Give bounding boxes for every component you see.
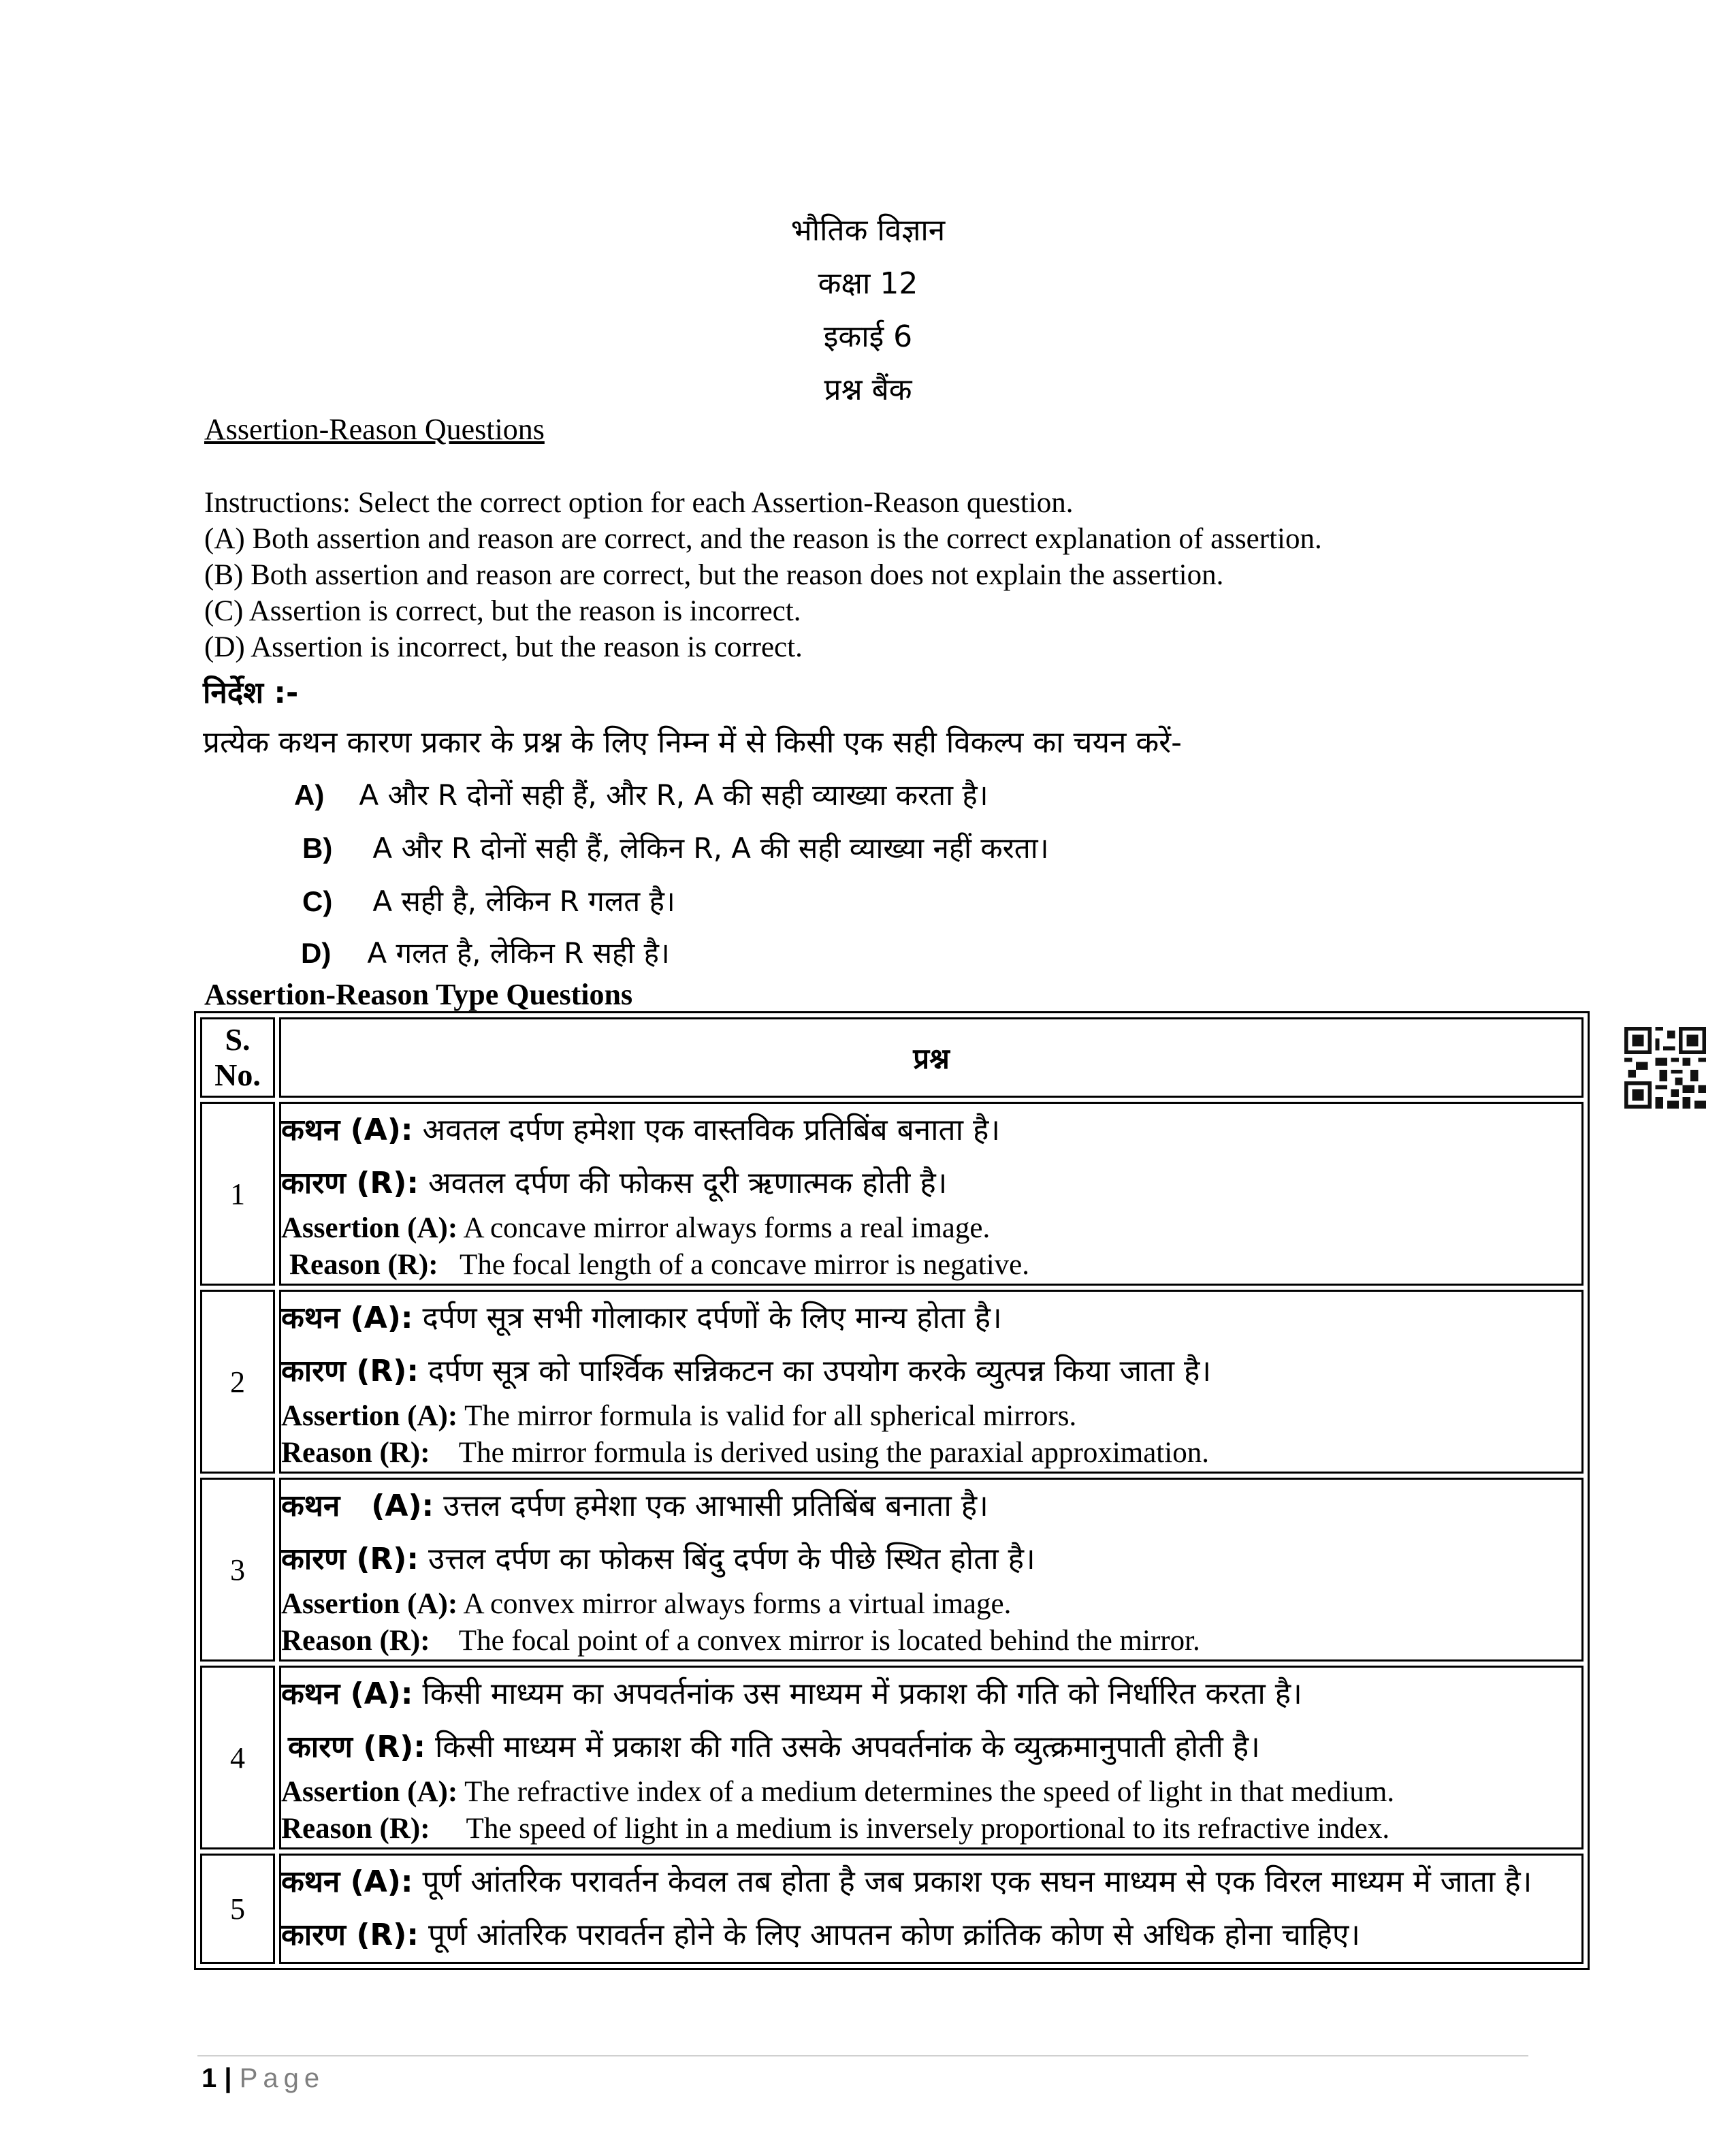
english-reason — [281, 1811, 1581, 1847]
english-reason — [281, 1623, 1581, 1659]
english-assertion-label: Assertion (A): — [281, 1212, 458, 1244]
english-reason-text: The mirror formula is derived using the paraxial approximation. — [458, 1437, 1209, 1469]
hindi-instructions-intro: प्रत्येक कथन कारण प्रकार के प्रश्न के लिए निम्न में से किसी एक सही विकल्प का चयन करें- — [203, 725, 1183, 760]
hindi-assertion-label: कथन (A): — [281, 1301, 413, 1335]
sno-header-line-1: S. — [225, 1022, 251, 1057]
english-assertion — [281, 1398, 1581, 1435]
english-assertion-text: The refractive index of a medium determines the speed of light in that medium. — [464, 1776, 1395, 1808]
hindi-option-c-text: A सही है, लेकिन R गलत है। — [372, 885, 675, 918]
table-row — [200, 1666, 1584, 1849]
hindi-reason-text: उत्तल दर्पण का फोकस बिंदु दर्पण के पीछे स्थित होता है। — [428, 1542, 1035, 1576]
row-number: 2 — [200, 1290, 275, 1474]
hindi-reason-text: पूर्ण आंतरिक परावर्तन होने के लिए आपतन कोण क्रांतिक कोण से अधिक होना चाहिए। — [428, 1918, 1360, 1952]
hindi-assertion-text: उत्तल दर्पण हमेशा एक आभासी प्रतिबिंब बनाता है। — [443, 1489, 988, 1523]
english-reason-text: The focal length of a concave mirror is negative. — [460, 1249, 1029, 1281]
english-reason-text: The speed of light in a medium is inversely proportional to its refractive index. — [466, 1813, 1390, 1845]
english-reason-label: Reason (R): — [281, 1813, 430, 1845]
question-cell — [279, 1666, 1584, 1849]
question-cell — [279, 1102, 1584, 1286]
hindi-assertion — [281, 1104, 1581, 1157]
hindi-option-a — [294, 775, 988, 814]
english-assertion-label: Assertion (A): — [281, 1588, 458, 1620]
hindi-assertion — [281, 1480, 1581, 1533]
hindi-option-b-text: A और R दोनों सही हैं, लेकिन R, A की सही व्याख्या नहीं करता। — [372, 831, 1049, 865]
hindi-option-b — [302, 828, 1049, 867]
unit-title: इकाई 6 — [823, 319, 913, 354]
hindi-option-d-label: D) — [301, 937, 332, 969]
question-column-header: प्रश्न — [279, 1017, 1584, 1098]
hindi-reason — [281, 1345, 1581, 1398]
hindi-assertion-label: कथन (A): — [281, 1677, 413, 1711]
hindi-reason-label: कारण (R): — [281, 1918, 419, 1952]
hindi-reason-label: कारण (R): — [288, 1730, 426, 1764]
row-number: 3 — [200, 1478, 275, 1662]
hindi-option-d-text: A गलत है, लेकिन R सही है। — [367, 936, 670, 970]
hindi-assertion-label: कथन (A): — [281, 1113, 413, 1147]
english-assertion-label: Assertion (A): — [281, 1776, 458, 1808]
hindi-option-c — [302, 881, 675, 920]
hindi-reason-label: कारण (R): — [281, 1542, 419, 1576]
question-cell — [279, 1478, 1584, 1662]
title-block — [0, 204, 1736, 417]
page-number: 1 — [202, 2063, 217, 2093]
section-heading: Assertion-Reason Questions — [204, 413, 545, 446]
hindi-assertion — [281, 1856, 1581, 1909]
questions-table — [194, 1011, 1590, 1970]
footer-separator: | — [224, 2063, 232, 2093]
row-number: 1 — [200, 1102, 275, 1286]
hindi-reason-text: अवतल दर्पण की फोकस दूरी ऋणात्मक होती है। — [428, 1166, 948, 1201]
hindi-reason-label: कारण (R): — [281, 1354, 419, 1388]
instructions-intro: Instructions: Select the correct option for each Assertion-Reason question. — [204, 487, 1074, 519]
english-assertion — [281, 1586, 1581, 1623]
question-cell — [279, 1854, 1584, 1964]
english-assertion-label: Assertion (A): — [281, 1400, 458, 1432]
english-assertion-text: A convex mirror always forms a virtual image. — [463, 1588, 1012, 1620]
table-heading: Assertion-Reason Type Questions — [204, 978, 633, 1011]
english-assertion — [281, 1774, 1581, 1811]
instruction-option-c: (C) Assertion is correct, but the reason is incorrect. — [204, 595, 801, 627]
class-title: कक्षा 12 — [818, 266, 918, 301]
table-row — [200, 1478, 1584, 1662]
hindi-option-d — [301, 933, 670, 972]
table-row — [200, 1102, 1584, 1286]
hindi-assertion-text: किसी माध्यम का अपवर्तनांक उस माध्यम में प्रकाश की गति को निर्धारित करता है। — [422, 1677, 1302, 1711]
english-reason-text: The focal point of a convex mirror is located behind the mirror. — [458, 1625, 1200, 1657]
hindi-reason-text: दर्पण सूत्र को पार्श्विक सन्निकटन का उपयोग करके व्युत्पन्न किया जाता है। — [428, 1354, 1212, 1388]
hindi-assertion-text: अवतल दर्पण हमेशा एक वास्तविक प्रतिबिंब बनाता है। — [422, 1113, 1001, 1147]
sno-header-line-2: No. — [214, 1058, 261, 1092]
hindi-reason-text: किसी माध्यम में प्रकाश की गति उसके अपवर्तनांक के व्युत्क्रमानुपाती होती है। — [435, 1730, 1260, 1764]
english-instructions — [204, 485, 1322, 665]
instruction-option-d: (D) Assertion is incorrect, but the reason is correct. — [204, 631, 803, 663]
hindi-option-b-label: B) — [302, 832, 333, 864]
english-reason-label: Reason (R): — [281, 1437, 430, 1469]
row-number: 4 — [200, 1666, 275, 1849]
footer-divider — [197, 2055, 1528, 2056]
hindi-option-a-label: A) — [294, 779, 325, 811]
hindi-assertion — [281, 1668, 1581, 1721]
hindi-option-c-label: C) — [302, 885, 333, 917]
hindi-assertion — [281, 1292, 1581, 1345]
question-cell — [279, 1290, 1584, 1474]
english-reason — [281, 1435, 1581, 1472]
hindi-assertion-text: पूर्ण आंतरिक परावर्तन केवल तब होता है जब प्रकाश एक सघन माध्यम से एक विरल माध्यम में जाता है। — [422, 1864, 1532, 1899]
page-label: Page — [239, 2063, 325, 2093]
hindi-reason — [281, 1157, 1581, 1210]
english-reason-label: Reason (R): — [289, 1249, 438, 1281]
english-reason — [281, 1247, 1581, 1284]
english-reason-label: Reason (R): — [281, 1625, 430, 1657]
sno-column-header — [200, 1017, 275, 1098]
hindi-option-a-text: A और R दोनों सही हैं, और R, A की सही व्याख्या करता है। — [359, 778, 988, 812]
instruction-option-b: (B) Both assertion and reason are correct, but the reason does not explain the assertion. — [204, 559, 1224, 591]
table-row — [200, 1290, 1584, 1474]
english-assertion — [281, 1210, 1581, 1247]
page-footer — [202, 2063, 325, 2094]
hindi-reason-label: कारण (R): — [281, 1166, 419, 1201]
hindi-assertion-text: दर्पण सूत्र सभी गोलाकार दर्पणों के लिए मान्य होता है। — [422, 1301, 1002, 1335]
hindi-instructions-heading: निर्देश :- — [203, 676, 299, 710]
subject-title: भौतिक विज्ञान — [790, 213, 946, 248]
table-row — [200, 1854, 1584, 1964]
instruction-option-a: (A) Both assertion and reason are correct, and the reason is the correct explanation of assertion. — [204, 523, 1322, 555]
qr-code-icon — [1624, 1027, 1706, 1109]
english-assertion-text: A concave mirror always forms a real image. — [463, 1212, 991, 1244]
question-bank-title: प्रश्न बैंक — [824, 372, 912, 407]
table-header-row — [200, 1017, 1584, 1098]
hindi-reason — [281, 1533, 1581, 1586]
hindi-assertion-label: कथन (A): — [281, 1864, 413, 1899]
hindi-assertion-label: कथन (A): — [281, 1489, 434, 1523]
hindi-reason — [281, 1721, 1581, 1774]
english-assertion-text: The mirror formula is valid for all spherical mirrors. — [464, 1400, 1077, 1432]
row-number: 5 — [200, 1854, 275, 1964]
hindi-reason — [281, 1909, 1581, 1962]
